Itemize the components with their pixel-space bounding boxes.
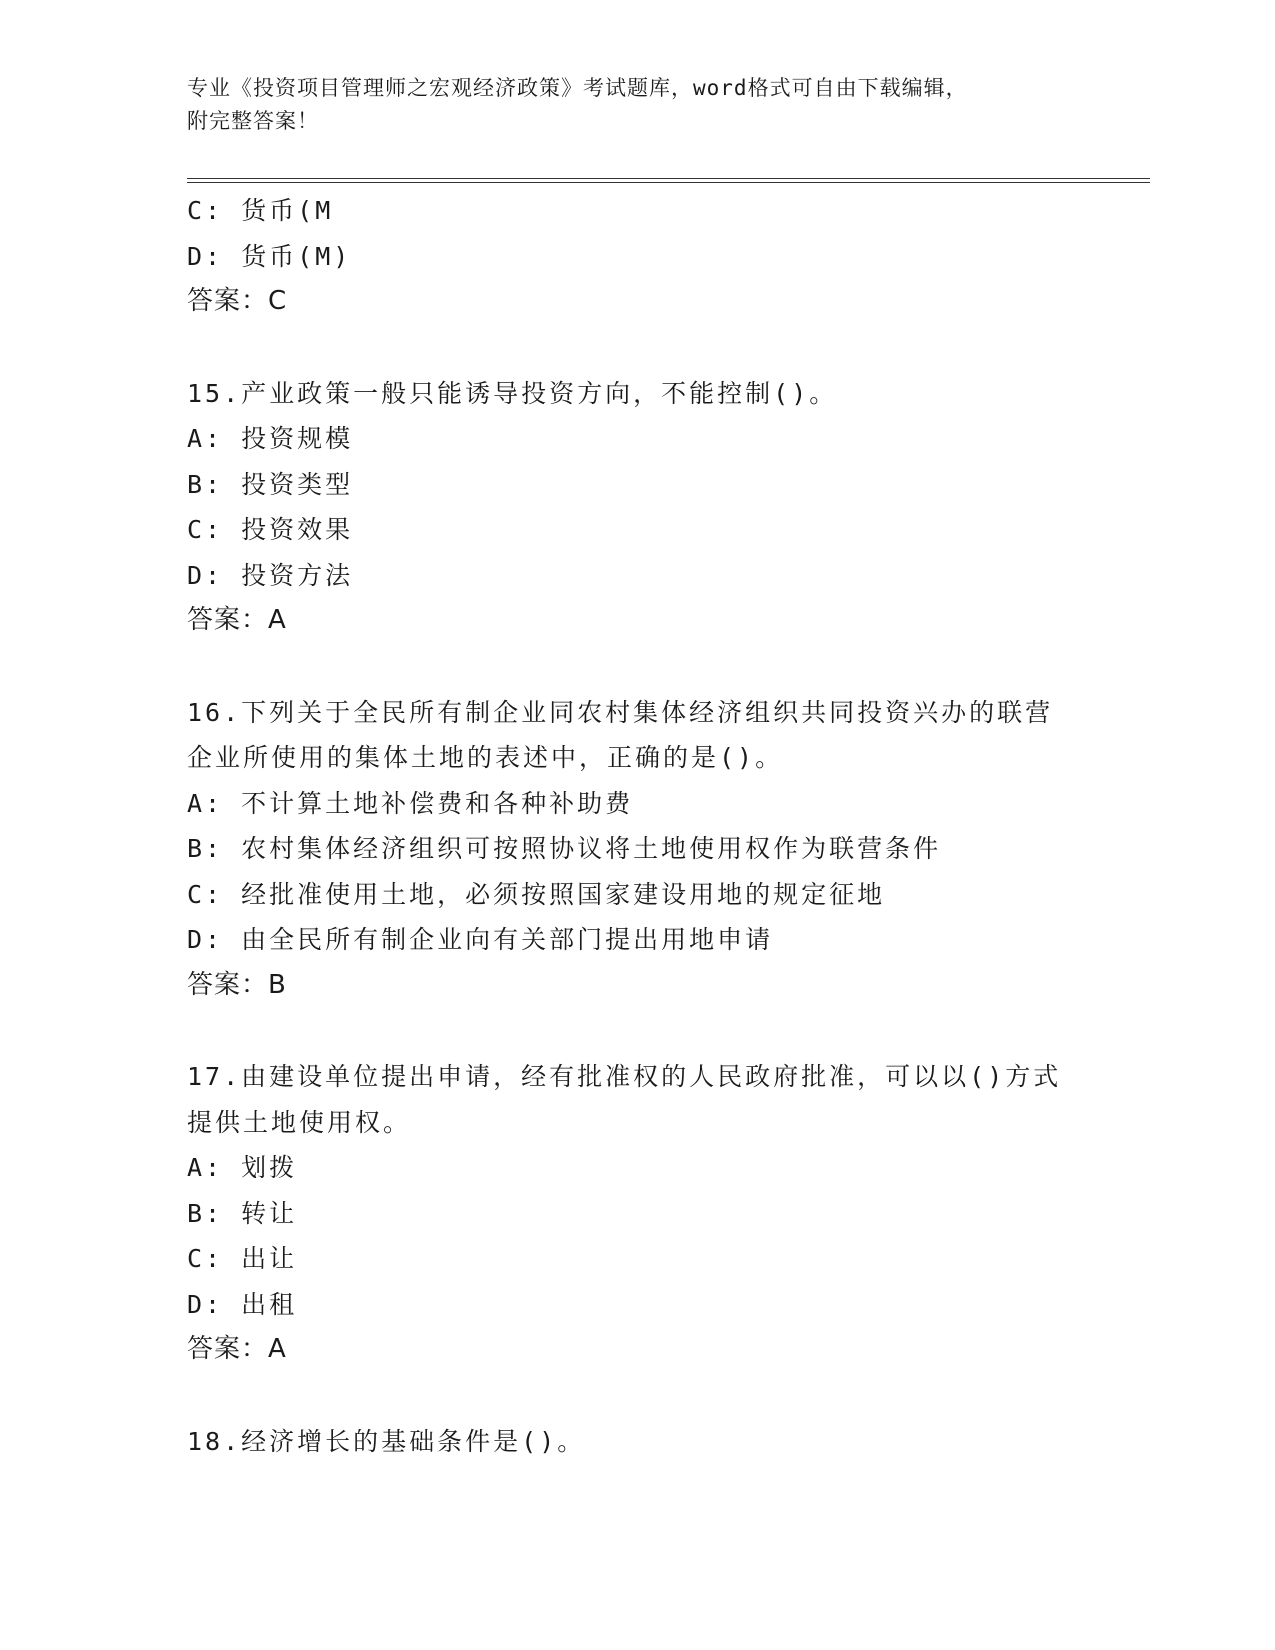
option-d: D: 出租: [187, 1289, 298, 1319]
question-stem-cont: 提供土地使用权。: [187, 1107, 412, 1137]
option-c: C: 货币(M: [187, 196, 334, 225]
option-c: C: 经批准使用土地，必须按照国家建设用地的规定征地: [187, 879, 886, 909]
option-b: B: 转让: [187, 1198, 298, 1228]
question-stem: 16.下列关于全民所有制企业同农村集体经济组织共同投资兴办的联营: [187, 697, 1054, 727]
option-c: C: 出让: [187, 1244, 298, 1273]
question-list: [187, 188, 1087, 1464]
answer: 答案：C: [187, 286, 288, 316]
option-d: D: 由全民所有制企业向有关部门提出用地申请: [187, 925, 774, 954]
header-divider-bottom: [187, 182, 1150, 183]
question-stem: 15.产业政策一般只能诱导投资方向，不能控制()。: [187, 378, 838, 408]
header-line-1: 专业《投资项目管理师之宏观经济政策》考试题库，word格式可自由下载编辑，: [187, 76, 968, 100]
question-stem: 18.经济增长的基础条件是()。: [187, 1426, 586, 1456]
question-18: [187, 1419, 1087, 1465]
answer: 答案：A: [187, 605, 287, 635]
answer: 答案：B: [187, 969, 287, 1000]
question-stem-cont: 企业所使用的集体土地的表述中，正确的是()。: [187, 743, 784, 772]
option-b: B: 投资类型: [187, 469, 354, 499]
question-prev: [187, 188, 1087, 325]
answer: 答案：A: [187, 1334, 287, 1364]
question-17: [187, 1054, 1087, 1373]
option-d: D: 货币(M): [187, 241, 352, 271]
option-a: A: 不计算土地补偿费和各种补助费: [187, 788, 634, 818]
header-line-2: 附完整答案！: [187, 109, 319, 133]
option-b: B: 农村集体经济组织可按照协议将土地使用权作为联营条件: [187, 834, 942, 863]
question-16: [187, 690, 1087, 1009]
question-15: [187, 371, 1087, 644]
question-stem: 17.由建设单位提出申请，经有批准权的人民政府批准，可以以()方式: [187, 1062, 1062, 1091]
option-a: A: 划拨: [187, 1153, 298, 1182]
option-a: A: 投资规模: [187, 424, 354, 453]
document-header: [187, 72, 1067, 138]
header-divider-top: [187, 178, 1150, 179]
option-d: D: 投资方法: [187, 560, 354, 590]
option-c: C: 投资效果: [187, 515, 354, 544]
